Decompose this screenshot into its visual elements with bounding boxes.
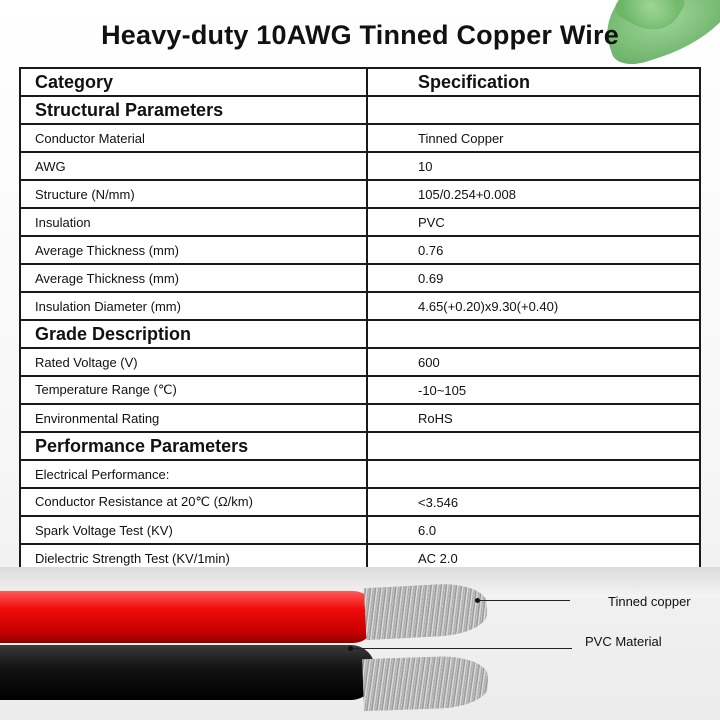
row-label: Spark Voltage Test (KV) (20, 516, 367, 544)
section-title: Structural Parameters (20, 96, 367, 124)
section-row (20, 320, 700, 348)
header-category: Category (20, 68, 367, 96)
wire-illustration (0, 567, 720, 720)
page-title: Heavy-duty 10AWG Tinned Copper Wire (101, 20, 619, 50)
table-row (20, 348, 700, 376)
row-value (367, 432, 700, 460)
callout-dot-strands (475, 598, 480, 603)
row-value: -10~105 (367, 376, 700, 404)
red-wire-strands (364, 582, 489, 640)
callout-pvc-material: PVC Material (585, 634, 662, 649)
table-row (20, 460, 700, 488)
section-row (20, 96, 700, 124)
table-row (20, 236, 700, 264)
row-value: <3.546 (367, 488, 700, 516)
callout-line-strands (478, 600, 570, 601)
table-row (20, 292, 700, 320)
row-label: Conductor Resistance at 20℃ (Ω/km) (20, 488, 367, 516)
row-value: PVC (367, 208, 700, 236)
table-row (20, 124, 700, 152)
row-value: 600 (367, 348, 700, 376)
row-label: Insulation Diameter (mm) (20, 292, 367, 320)
spec-table-body (20, 68, 700, 572)
row-label: Structure (N/mm) (20, 180, 367, 208)
table-row (20, 180, 700, 208)
row-value: 4.65(+0.20)x9.30(+0.40) (367, 292, 700, 320)
black-wire-strands (362, 655, 489, 711)
row-value: Tinned Copper (367, 124, 700, 152)
table-header-row (20, 68, 700, 96)
row-value: 105/0.254+0.008 (367, 180, 700, 208)
row-label: Rated Voltage (V) (20, 348, 367, 376)
row-label: Electrical Performance: (20, 460, 367, 488)
row-label: Conductor Material (20, 124, 367, 152)
row-value: 6.0 (367, 516, 700, 544)
table-row (20, 208, 700, 236)
row-value: 0.76 (367, 236, 700, 264)
callout-line-insulation (352, 648, 572, 649)
black-wire-insulation (0, 645, 375, 700)
row-value (367, 96, 700, 124)
section-row (20, 432, 700, 460)
section-title: Grade Description (20, 320, 367, 348)
table-row (20, 488, 700, 516)
row-label: AWG (20, 152, 367, 180)
spec-table (19, 67, 701, 573)
row-value: RoHS (367, 404, 700, 432)
row-value (367, 460, 700, 488)
row-label: Dielectric Strength Test (KV/1min) (20, 544, 367, 572)
row-label: Environmental Rating (20, 404, 367, 432)
row-value: 0.69 (367, 264, 700, 292)
section-title: Performance Parameters (20, 432, 367, 460)
header-specification: Specification (367, 68, 700, 96)
row-label: Temperature Range (℃) (20, 376, 367, 404)
row-label: Average Thickness (mm) (20, 236, 367, 264)
callout-dot-insulation (348, 646, 353, 651)
row-value (367, 320, 700, 348)
table-row (20, 264, 700, 292)
table-row (20, 404, 700, 432)
table-row (20, 376, 700, 404)
row-value: 10 (367, 152, 700, 180)
row-label: Insulation (20, 208, 367, 236)
row-value: AC 2.0 (367, 544, 700, 572)
table-row (20, 516, 700, 544)
callout-tinned-copper: Tinned copper (608, 594, 691, 609)
table-row (20, 152, 700, 180)
row-label: Average Thickness (mm) (20, 264, 367, 292)
red-wire-insulation (0, 591, 375, 643)
